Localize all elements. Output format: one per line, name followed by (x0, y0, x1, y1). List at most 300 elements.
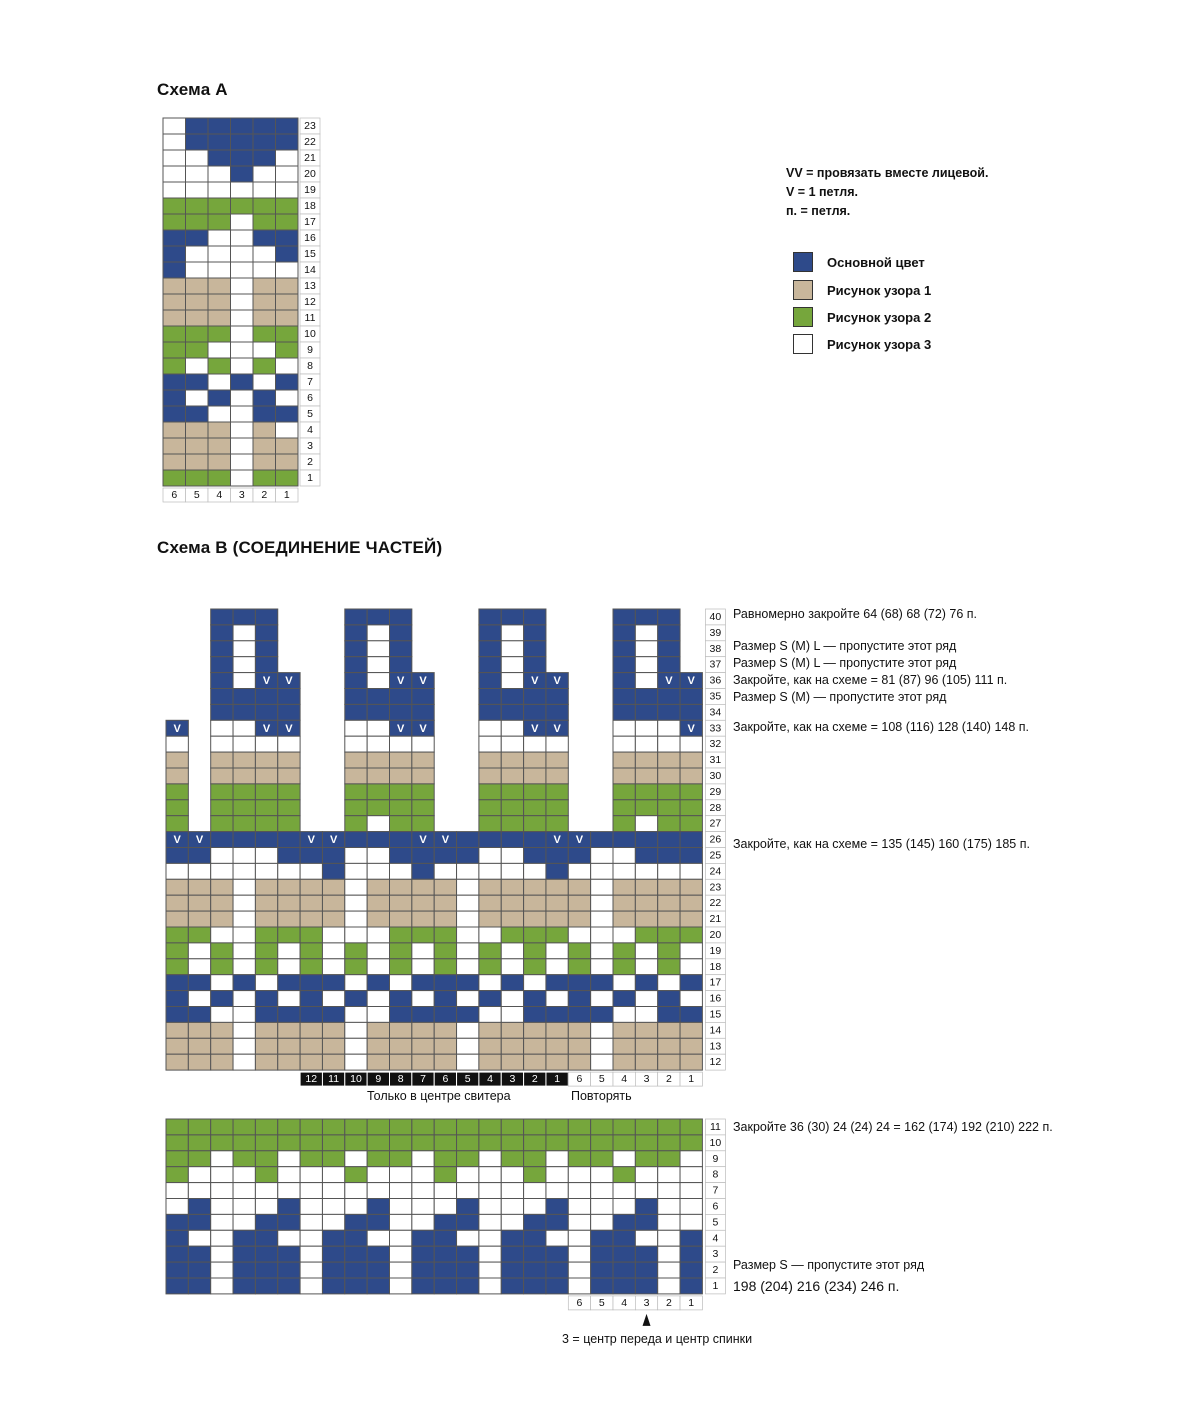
schema-b-upper-cell (680, 943, 702, 959)
schema-b-upper-v-mark: V (397, 675, 405, 688)
schema-a-cell (276, 262, 299, 278)
schema-b-upper-cell (278, 848, 300, 864)
schema-b-upper-cell (345, 895, 367, 911)
schema-b-upper-cell (345, 832, 367, 848)
schema-b-lower-cell (613, 1135, 635, 1151)
schema-b-upper-cell (479, 975, 501, 991)
schema-b-upper-cell (635, 1054, 657, 1070)
schema-b-upper-cell (613, 768, 635, 784)
schema-b-upper-cell (278, 895, 300, 911)
schema-b-upper-cell (434, 943, 456, 959)
schema-b-upper-cell (591, 927, 613, 943)
schema-b-lower-cell (322, 1246, 344, 1262)
schema-b-lower-cell (613, 1214, 635, 1230)
schema-b-upper-cell (479, 736, 501, 752)
schema-b-lower-cell (255, 1151, 277, 1167)
schema-a-cell (231, 374, 254, 390)
schema-b-upper-row-number: 30 (709, 769, 722, 782)
schema-b-upper-cell (591, 1038, 613, 1054)
schema-b-upper-cell (255, 991, 277, 1007)
schema-b-lower-cell (166, 1199, 188, 1215)
schema-b-lower-cell (479, 1151, 501, 1167)
schema-b-upper-cell (322, 943, 344, 959)
schema-b-upper-cell (658, 816, 680, 832)
schema-b-upper-cell (211, 704, 233, 720)
schema-b-upper-cell (680, 927, 702, 943)
schema-b-upper-cell (524, 1038, 546, 1054)
schema-b-lower-cell (345, 1183, 367, 1199)
schema-b-upper-cell (546, 863, 568, 879)
schema-b-upper-cell (412, 895, 434, 911)
note-row-36: Закройте, как на схеме = 81 (87) 96 (105) 111 п. (733, 673, 1008, 687)
schema-b-upper-cell (255, 1022, 277, 1038)
schema-b-lower-row-number: 10 (709, 1136, 722, 1149)
schema-b-upper-cell (658, 689, 680, 705)
schema-b-lower-cell (300, 1199, 322, 1215)
schema-b-lower-cell (524, 1214, 546, 1230)
schema-b-upper-cell (635, 879, 657, 895)
schema-a-cell (208, 134, 231, 150)
schema-a-row-number: 3 (307, 440, 313, 452)
schema-b-lower-cell (591, 1119, 613, 1135)
schema-b-upper-cell (412, 704, 434, 720)
schema-b-upper-cell (390, 848, 412, 864)
schema-b-lower-cell (524, 1246, 546, 1262)
schema-b-lower-cell (345, 1167, 367, 1183)
schema-b-upper-cell (457, 863, 479, 879)
schema-b-lower-cell (479, 1183, 501, 1199)
schema-b-upper-cell (613, 689, 635, 705)
schema-a-title: Схема A (157, 80, 228, 99)
schema-b-upper-cell (211, 879, 233, 895)
schema-b-lower-cell (568, 1278, 590, 1294)
schema-a-cell (231, 214, 254, 230)
schema-a-cell (163, 358, 186, 374)
schema-b-upper-cell (255, 609, 277, 625)
schema-a-cell (208, 246, 231, 262)
schema-b-lower-cell (658, 1119, 680, 1135)
schema-b-upper-cell (300, 848, 322, 864)
schema-b-lower-cell (635, 1135, 657, 1151)
schema-b-lower-cell (255, 1119, 277, 1135)
schema-b-upper-cell (568, 975, 590, 991)
schema-b-lower-cell (591, 1151, 613, 1167)
schema-a-cell (276, 278, 299, 294)
schema-b-lower-cell (635, 1119, 657, 1135)
schema-b-upper-cell (390, 1038, 412, 1054)
schema-a-cell (186, 470, 209, 486)
schema-b-upper-cell (680, 959, 702, 975)
schema-b-upper-cell (255, 943, 277, 959)
schema-b-upper-cell (434, 1054, 456, 1070)
schema-b-lower-cell (501, 1151, 523, 1167)
schema-b-lower-cell (367, 1230, 389, 1246)
schema-b-lower-cell (479, 1167, 501, 1183)
schema-b-lower-cell (524, 1199, 546, 1215)
schema-b-upper-cell (658, 720, 680, 736)
schema-b-lower-cell (367, 1246, 389, 1262)
schema-a-cell (163, 134, 186, 150)
schema-a-cell (253, 134, 276, 150)
schema-b-upper-cell (412, 816, 434, 832)
schema-b-lower-cell (457, 1119, 479, 1135)
schema-b-upper-cell (568, 927, 590, 943)
schema-a-cell (276, 182, 299, 198)
schema-b-upper-cell (680, 1054, 702, 1070)
note-row-35: Размер S (M) — пропустите этот ряд (733, 690, 947, 704)
schema-a-cell (253, 326, 276, 342)
schema-b-upper-cell (412, 800, 434, 816)
schema-b-lower-cell (613, 1262, 635, 1278)
schema-a-cell (253, 246, 276, 262)
schema-a-row-number: 18 (304, 200, 316, 212)
schema-b-lower-cell (434, 1167, 456, 1183)
schema-b-upper-cell (479, 832, 501, 848)
schema-b-lower-cell (568, 1167, 590, 1183)
schema-b-upper-cell (479, 752, 501, 768)
schema-a-cell (186, 134, 209, 150)
schema-b-upper-cell (211, 673, 233, 689)
schema-b-upper-cell (501, 1022, 523, 1038)
schema-b-lower-cell (457, 1262, 479, 1278)
schema-a-cell (276, 422, 299, 438)
schema-b-upper-cell (233, 927, 255, 943)
schema-b-lower-cell (635, 1151, 657, 1167)
schema-b-upper-cell (658, 832, 680, 848)
schema-b-upper-cell (524, 832, 546, 848)
schema-b-upper-cell (613, 879, 635, 895)
schema-b-upper-cell (233, 752, 255, 768)
schema-b-upper-cell (434, 863, 456, 879)
schema-a-cell (186, 166, 209, 182)
schema-b-upper-cell (568, 1022, 590, 1038)
schema-b-upper-cell (680, 1007, 702, 1023)
schema-b-upper-cell (345, 704, 367, 720)
schema-b-lower-row-number: 7 (712, 1184, 719, 1197)
schema-b-upper-cell (233, 848, 255, 864)
schema-b-upper-cell (591, 832, 613, 848)
schema-b-upper-cell (255, 768, 277, 784)
schema-b-lower-cell (211, 1183, 233, 1199)
schema-b-upper-cell (322, 879, 344, 895)
schema-b-lower-cell (501, 1183, 523, 1199)
schema-b-upper-cell (322, 1007, 344, 1023)
schema-b-lower-cell (568, 1262, 590, 1278)
schema-b-upper-cell (255, 736, 277, 752)
schema-b-upper-cell (479, 848, 501, 864)
schema-b-upper-row-number: 21 (709, 913, 722, 926)
schema-b-upper-cell (278, 1007, 300, 1023)
schema-b-upper-cell (635, 1007, 657, 1023)
schema-b-upper-cell (635, 800, 657, 816)
schema-b-upper-axis-white-number: 6 (576, 1073, 583, 1086)
schema-b-upper-cell (568, 943, 590, 959)
schema-b-upper-cell (546, 879, 568, 895)
schema-b-upper-cell (501, 911, 523, 927)
schema-b-upper-row-number: 16 (709, 992, 722, 1005)
note-lower-row-2: Размер S — пропустите этот ряд (733, 1258, 925, 1272)
schema-a-col-number: 5 (193, 489, 200, 501)
schema-b-upper-v-mark: V (173, 834, 181, 847)
schema-b-upper-cell (345, 657, 367, 673)
schema-b-upper-v-mark: V (195, 834, 204, 847)
schema-b-upper-cell (524, 784, 546, 800)
legend-label-pattern-3: Рисунок узора 3 (827, 336, 932, 352)
schema-b-lower-row-number: 11 (709, 1120, 721, 1133)
schema-b-upper-cell (412, 863, 434, 879)
schema-b-lower-cell (188, 1246, 210, 1262)
schema-b-lower-cell (568, 1119, 590, 1135)
schema-b-lower-cell (211, 1262, 233, 1278)
schema-b-upper-cell (233, 625, 255, 641)
schema-a-cell (208, 374, 231, 390)
schema-b-upper-cell (390, 832, 412, 848)
schema-b-upper-cell (568, 991, 590, 1007)
caption-repeat: Повторять (571, 1089, 632, 1103)
schema-b-lower-cell (188, 1262, 210, 1278)
schema-b-upper-cell (591, 1054, 613, 1070)
schema-b-lower-row-number: 3 (712, 1248, 719, 1261)
schema-b-lower-cell (211, 1246, 233, 1262)
schema-b-upper-cell (613, 911, 635, 927)
schema-b-upper-cell (367, 625, 389, 641)
schema-b-upper-cell (434, 991, 456, 1007)
schema-b-lower-cell (412, 1214, 434, 1230)
schema-b-upper-cell (434, 848, 456, 864)
schema-a-cell (208, 150, 231, 166)
schema-b-upper-axis-white-number: 4 (621, 1073, 628, 1086)
note-row-26: Закройте, как на схеме = 135 (145) 160 (175) 185 п. (733, 837, 1030, 851)
schema-a-cell (253, 214, 276, 230)
schema-b-lower-cell (457, 1199, 479, 1215)
schema-b-upper-cell (211, 1007, 233, 1023)
schema-b-lower-axis-number: 2 (665, 1296, 672, 1309)
schema-a-cell (163, 150, 186, 166)
schema-b-upper-cell (345, 641, 367, 657)
schema-b-upper-cell (390, 1007, 412, 1023)
schema-a-cell (231, 150, 254, 166)
schema-b-lower-cell (278, 1262, 300, 1278)
schema-b-lower-cell (568, 1214, 590, 1230)
schema-b-lower-axis-number: 6 (576, 1296, 583, 1309)
schema-b-upper-cell (255, 895, 277, 911)
note-lower-row-1: 198 (204) 216 (234) 246 п. (733, 1278, 900, 1294)
schema-b-upper-cell (479, 816, 501, 832)
schema-b-upper-row-number: 23 (709, 881, 722, 894)
schema-a-cell (163, 454, 186, 470)
schema-b-lower-cell (278, 1167, 300, 1183)
schema-b-upper-cell (367, 975, 389, 991)
schema-b-upper-cell (524, 991, 546, 1007)
schema-b-upper-cell (211, 975, 233, 991)
schema-b-upper-cell (188, 1054, 210, 1070)
schema-a-row-number: 14 (304, 264, 316, 276)
schema-a-cell (163, 246, 186, 262)
schema-b-upper-cell (322, 975, 344, 991)
schema-b-lower-cell (188, 1230, 210, 1246)
legend-label-pattern-2: Рисунок узора 2 (827, 309, 932, 325)
schema-b-upper-cell (390, 991, 412, 1007)
schema-b-upper-cell (501, 689, 523, 705)
schema-b-lower-cell (233, 1119, 255, 1135)
schema-b-lower-cell (233, 1262, 255, 1278)
schema-b-upper-cell (233, 704, 255, 720)
schema-a-cell (253, 310, 276, 326)
schema-b-upper-axis-black-number: 1 (554, 1073, 561, 1086)
schema-b-upper-cell (479, 1022, 501, 1038)
schema-b-lower-cell (501, 1199, 523, 1215)
schema-b-upper-cell (345, 768, 367, 784)
schema-b-upper-cell (390, 736, 412, 752)
schema-b-upper-cell (635, 943, 657, 959)
schema-b-upper-cell (166, 736, 188, 752)
schema-b-upper-cell (501, 863, 523, 879)
schema-b-upper-cell (613, 673, 635, 689)
schema-b-upper-axis-black-number: 4 (487, 1073, 493, 1086)
schema-b-lower-cell (412, 1151, 434, 1167)
schema-a-cell (163, 470, 186, 486)
schema-a-cell (231, 118, 254, 134)
schema-b-upper-cell (367, 768, 389, 784)
schema-b-upper-cell (188, 895, 210, 911)
schema-b-upper-cell (233, 959, 255, 975)
schema-b-upper-cell (546, 768, 568, 784)
schema-a-cell (163, 438, 186, 454)
schema-b-upper-cell (524, 609, 546, 625)
schema-b-lower-cell (278, 1135, 300, 1151)
schema-b-upper-cell (613, 848, 635, 864)
schema-a-cell (253, 422, 276, 438)
schema-b-upper-row-number: 20 (709, 928, 722, 941)
schema-a-cell (186, 150, 209, 166)
schema-b-upper-cell (345, 673, 367, 689)
schema-b-upper-cell (658, 704, 680, 720)
schema-b-upper-cell (233, 895, 255, 911)
legend-note-p: п. = петля. (786, 204, 851, 218)
schema-b-upper-cell (479, 720, 501, 736)
schema-b-lower-cell (255, 1199, 277, 1215)
schema-b-upper-cell (390, 704, 412, 720)
schema-a-cell (276, 118, 299, 134)
schema-a-cell (231, 454, 254, 470)
schema-b-lower-cell (255, 1230, 277, 1246)
schema-b-upper-cell (635, 911, 657, 927)
schema-b-upper-axis-white-number: 3 (643, 1073, 650, 1086)
schema-b-upper-row-number: 18 (709, 960, 722, 973)
schema-a-row-number: 1 (307, 472, 313, 484)
schema-b-lower-cell (188, 1183, 210, 1199)
schema-b-upper-cell (255, 657, 277, 673)
schema-b-lower-cell (635, 1262, 657, 1278)
schema-b-upper-v-mark: V (419, 675, 427, 688)
schema-a-col-number: 6 (171, 489, 178, 501)
schema-b-upper-cell (367, 609, 389, 625)
schema-b-lower-cell (345, 1246, 367, 1262)
schema-b-upper-cell (255, 863, 277, 879)
schema-b-upper-cell (524, 657, 546, 673)
schema-a-cell (186, 390, 209, 406)
schema-a-cell (231, 390, 254, 406)
schema-b-lower-cell (345, 1214, 367, 1230)
schema-a-cell (186, 406, 209, 422)
schema-b-lower-row-number: 2 (712, 1264, 719, 1277)
schema-b-lower-cell (211, 1230, 233, 1246)
schema-b-lower-cell (278, 1214, 300, 1230)
schema-b-upper-cell (211, 1022, 233, 1038)
schema-b-upper-cell (680, 816, 702, 832)
schema-b-upper-cell (255, 832, 277, 848)
schema-a-row-number: 4 (307, 424, 313, 436)
schema-b-lower-cell (658, 1167, 680, 1183)
schema-b-lower-cell (613, 1183, 635, 1199)
schema-b-upper-cell (233, 943, 255, 959)
schema-b-upper-cell (635, 704, 657, 720)
schema-b-upper-cell (568, 848, 590, 864)
schema-b-upper-cell (680, 752, 702, 768)
schema-b-upper-cell (390, 816, 412, 832)
schema-b-lower-cell (658, 1230, 680, 1246)
schema-b-upper-cell (211, 768, 233, 784)
schema-a-cell (253, 278, 276, 294)
schema-b-upper-axis-black-number: 8 (397, 1073, 404, 1086)
schema-a-cell (186, 422, 209, 438)
schema-b-upper-cell (501, 720, 523, 736)
schema-a-row-number: 6 (307, 392, 313, 404)
schema-b-lower-cell (211, 1119, 233, 1135)
center-arrow-icon (643, 1314, 651, 1326)
schema-a-cell (208, 310, 231, 326)
schema-b-lower-cell (591, 1199, 613, 1215)
schema-b-upper-cell (390, 609, 412, 625)
schema-b-lower-cell (300, 1151, 322, 1167)
schema-b-upper-cell (434, 1038, 456, 1054)
schema-b-upper-cell (412, 911, 434, 927)
schema-a-cell (208, 166, 231, 182)
schema-b-upper-cell (501, 704, 523, 720)
schema-b-lower-cell (680, 1135, 702, 1151)
schema-b-upper-cell (524, 752, 546, 768)
schema-b-lower-cell (412, 1119, 434, 1135)
schema-a-cell (231, 294, 254, 310)
schema-b-upper-cell (635, 720, 657, 736)
schema-a-cell (276, 198, 299, 214)
schema-a-cell (186, 198, 209, 214)
schema-b-upper-cell (412, 1054, 434, 1070)
schema-b-lower-cell (524, 1119, 546, 1135)
schema-a-row-number: 12 (304, 296, 316, 308)
schema-b-upper-cell (211, 911, 233, 927)
schema-b-lower-cell (211, 1199, 233, 1215)
schema-b-upper-cell (479, 800, 501, 816)
schema-b-lower-cell (255, 1167, 277, 1183)
schema-b-upper-cell (524, 848, 546, 864)
schema-b-lower-cell (434, 1151, 456, 1167)
schema-b-upper-cell (166, 1022, 188, 1038)
schema-b-upper-cell (635, 863, 657, 879)
schema-b-upper-cell (188, 943, 210, 959)
schema-b-lower-cell (322, 1119, 344, 1135)
schema-b-lower-cell (434, 1278, 456, 1294)
schema-b-upper-row-number: 26 (709, 833, 722, 846)
schema-b-upper-cell (390, 625, 412, 641)
schema-b-upper-cell (591, 1022, 613, 1038)
schema-b-upper-cell (501, 879, 523, 895)
schema-a-cell (163, 374, 186, 390)
schema-b-upper-v-mark: V (307, 834, 315, 847)
schema-b-upper-cell (434, 1022, 456, 1038)
schema-b-lower-cell (188, 1199, 210, 1215)
schema-b-upper-cell (524, 879, 546, 895)
